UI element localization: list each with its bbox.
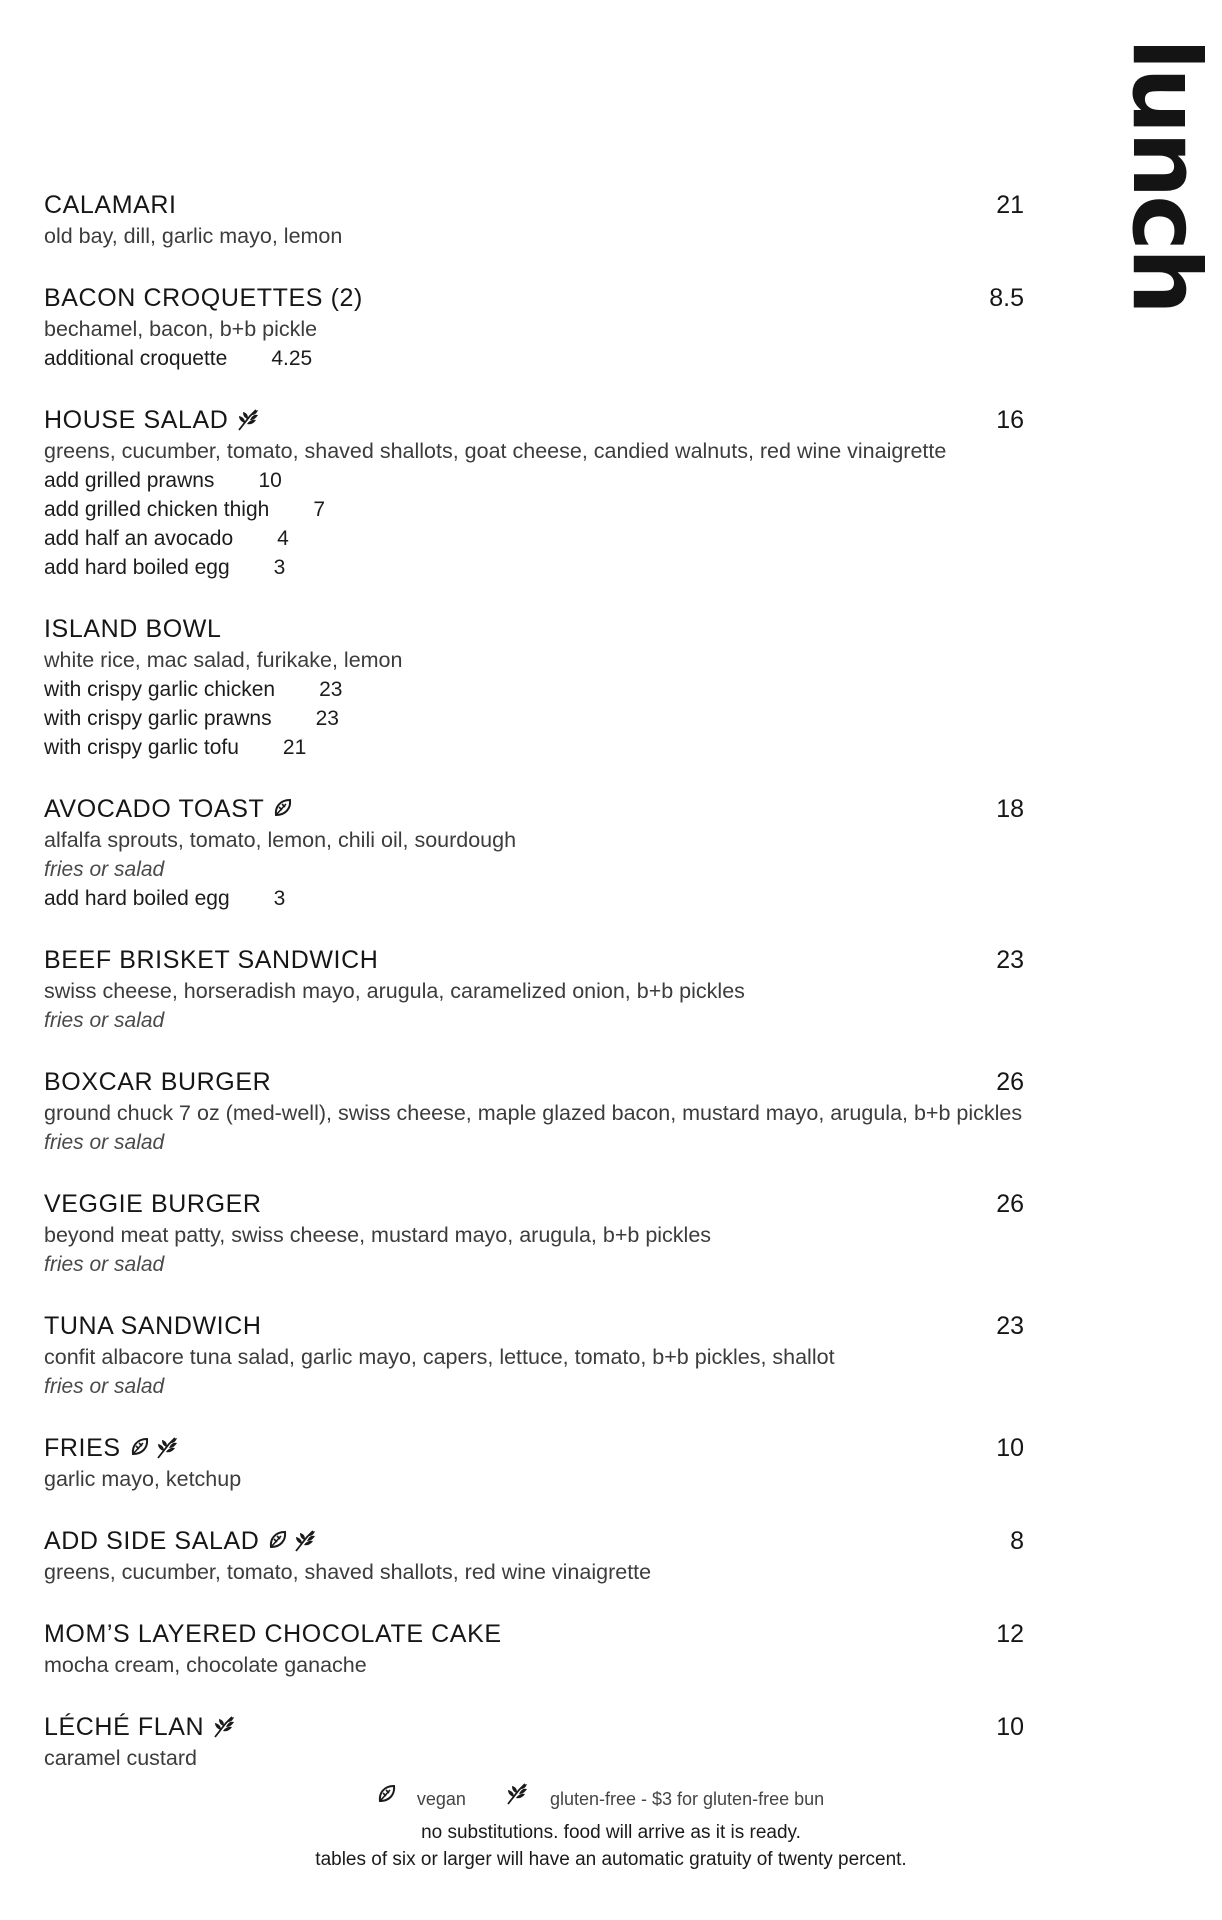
menu-item-header	[44, 188, 1024, 222]
menu-item-name: LÉCHÉ FLAN	[44, 1713, 205, 1741]
footer	[0, 1785, 1222, 1873]
addon-label: add hard boiled egg	[44, 556, 230, 579]
menu-item-description: ground chuck 7 oz (med-well), swiss cheese, maple glazed bacon, mustard mayo, arugula, b+b pickles	[44, 1101, 1023, 1125]
addon-label: add hard boiled egg	[44, 887, 230, 910]
menu-item-header	[44, 612, 1024, 646]
menu-item-addon	[44, 524, 1024, 553]
menu-item-price: 10	[996, 1434, 1024, 1462]
menu-item	[44, 792, 1024, 913]
menu-item-name: VEGGIE BURGER	[44, 1190, 262, 1218]
addon-price: 21	[282, 736, 307, 759]
menu-item	[44, 1617, 1024, 1680]
menu-item-name: AVOCADO TOAST	[44, 795, 265, 823]
menu-item-description: alfalfa sprouts, tomato, lemon, chili oil, sourdough	[44, 828, 517, 852]
menu-item-description: caramel custard	[44, 1746, 197, 1770]
menu-item	[44, 612, 1024, 762]
addon-price: 23	[319, 678, 343, 701]
menu-item-description: swiss cheese, horseradish mayo, arugula, caramelized onion, b+b pickles	[44, 979, 745, 1003]
addon-label: additional croquette	[44, 347, 228, 370]
menu-item-description: beyond meat patty, swiss cheese, mustard mayo, arugula, b+b pickles	[44, 1223, 712, 1247]
menu-item-price: 12	[996, 1620, 1024, 1648]
addon-label: add half an avocado	[44, 527, 234, 550]
vegan-icon	[272, 797, 294, 824]
menu-item-name: ISLAND BOWL	[44, 615, 222, 643]
menu-item-name: ADD SIDE SALAD	[44, 1527, 260, 1555]
menu-item-description: old bay, dill, garlic mayo, lemon	[44, 224, 343, 248]
menu-item-price: 26	[996, 1190, 1024, 1218]
menu-item-header	[44, 943, 1024, 977]
menu-item	[44, 1710, 1024, 1773]
menu-item-side-option: fries or salad	[44, 1131, 165, 1154]
addon-price: 4	[277, 527, 289, 550]
menu-item-header	[44, 1710, 1024, 1744]
menu-item-header	[44, 1065, 1024, 1099]
menu-item-price: 23	[996, 1312, 1024, 1340]
menu-item-addon	[44, 704, 1024, 733]
menu-title-text: lunch	[1111, 38, 1220, 312]
menu-item-price: 18	[996, 795, 1024, 823]
menu-item-price: 21	[996, 191, 1024, 219]
menu-item-header	[44, 1617, 1024, 1651]
menu-item-description: confit albacore tuna salad, garlic mayo, capers, lettuce, tomato, b+b pickles, shallot	[44, 1345, 835, 1369]
addon-label: add grilled chicken thigh	[44, 498, 270, 521]
gluten-free-legend-label: gluten-free - $3 for gluten-free bun	[549, 1789, 825, 1810]
menu-item-name: BACON CROQUETTES (2)	[44, 284, 363, 312]
menu-item	[44, 943, 1024, 1035]
addon-price: 4.25	[271, 347, 313, 370]
addon-price: 3	[273, 556, 286, 579]
menu-item-price: 26	[996, 1068, 1024, 1096]
menu-item-price: 10	[996, 1713, 1024, 1741]
menu-item-header	[44, 1431, 1024, 1465]
menu-item-price: 23	[996, 946, 1024, 974]
menu-item	[44, 281, 1024, 373]
vegan-icon	[267, 1529, 289, 1556]
menu-item-description: garlic mayo, ketchup	[44, 1467, 242, 1491]
addon-price: 7	[313, 498, 325, 521]
addon-label: with crispy garlic chicken	[44, 678, 276, 701]
addon-price: 23	[315, 707, 339, 730]
menu-item-addon	[44, 553, 1024, 582]
menu-item-header	[44, 1524, 1024, 1558]
addon-label: with crispy garlic tofu	[44, 736, 239, 759]
menu-item-addon	[44, 495, 1024, 524]
menu-item-side-option: fries or salad	[44, 1375, 165, 1398]
menu-item-addon	[44, 884, 1024, 913]
addon-price: 10	[258, 469, 282, 492]
menu-item-name: HOUSE SALAD	[44, 406, 229, 434]
menu-item-name: FRIES	[44, 1434, 121, 1462]
menu-item-addon	[44, 675, 1024, 704]
gluten-free-icon	[236, 408, 262, 437]
addon-label: with crispy garlic prawns	[44, 707, 272, 730]
menu-item-price: 16	[996, 406, 1024, 434]
menu-item	[44, 1524, 1024, 1587]
gluten-free-icon	[155, 1436, 181, 1465]
menu-item-name: BEEF BRISKET SANDWICH	[44, 946, 379, 974]
menu-list	[44, 188, 1024, 1803]
menu-item	[44, 188, 1024, 251]
menu-item-header	[44, 403, 1024, 437]
menu-item-description: bechamel, bacon, b+b pickle	[44, 317, 318, 341]
menu-item-header	[44, 1309, 1024, 1343]
menu-item-side-option: fries or salad	[44, 1253, 165, 1276]
menu-item-header	[44, 281, 1024, 315]
menu-item-side-option: fries or salad	[44, 858, 165, 881]
menu-item-addon	[44, 344, 1024, 373]
menu-item	[44, 1065, 1024, 1157]
vegan-icon	[376, 1783, 398, 1812]
footer-note-gratuity: tables of six or larger will have an automatic gratuity of twenty percent.	[315, 1848, 907, 1870]
addon-label: add grilled prawns	[44, 469, 215, 492]
menu-item	[44, 1431, 1024, 1494]
menu-item-price: 8.5	[989, 284, 1024, 312]
dietary-legend	[0, 1785, 1222, 1813]
gluten-free-icon	[505, 1782, 531, 1813]
menu-item	[44, 403, 1024, 582]
menu-item-header	[44, 1187, 1024, 1221]
menu-item-description: greens, cucumber, tomato, shaved shallots, red wine vinaigrette	[44, 1560, 652, 1584]
menu-item-addon	[44, 466, 1024, 495]
menu-item-side-option: fries or salad	[44, 1009, 165, 1032]
vegan-icon	[129, 1436, 151, 1463]
menu-item-name: BOXCAR BURGER	[44, 1068, 272, 1096]
menu-item-header	[44, 792, 1024, 826]
menu-item-name: MOM’S LAYERED CHOCOLATE CAKE	[44, 1620, 502, 1648]
gluten-free-icon	[293, 1529, 319, 1558]
menu-title-vertical	[1111, 38, 1220, 312]
addon-price: 3	[273, 887, 286, 910]
menu-item-description: mocha cream, chocolate ganache	[44, 1653, 367, 1677]
vegan-legend-label: vegan	[416, 1789, 466, 1810]
menu-item-description: white rice, mac salad, furikake, lemon	[44, 648, 403, 672]
menu-item-name: TUNA SANDWICH	[44, 1312, 262, 1340]
menu-item	[44, 1187, 1024, 1279]
menu-item-name: CALAMARI	[44, 191, 177, 219]
gluten-free-icon	[212, 1715, 238, 1744]
menu-item-price: 8	[1010, 1527, 1024, 1555]
footer-note-substitutions: no substitutions. food will arrive as it is ready.	[421, 1821, 801, 1843]
menu-item-description: greens, cucumber, tomato, shaved shallots, goat cheese, candied walnuts, red wine vinaigrette	[44, 439, 947, 463]
menu-item	[44, 1309, 1024, 1401]
menu-item-addon	[44, 733, 1024, 762]
